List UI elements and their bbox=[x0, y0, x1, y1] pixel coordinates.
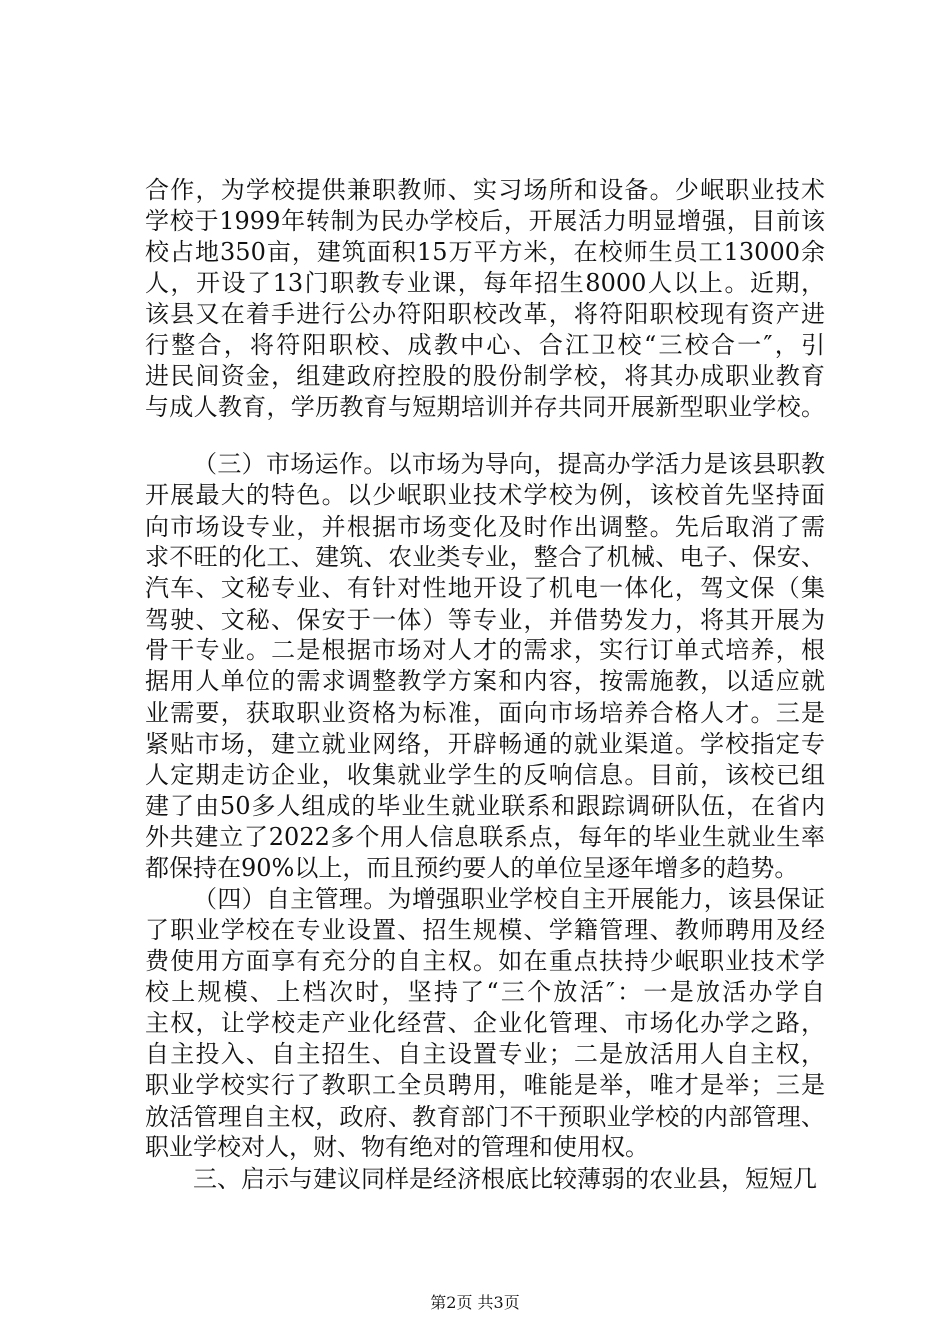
text-line: 紧贴市场，建立就业网络，开辟畅通的就业渠道。学校指定专 bbox=[145, 730, 825, 758]
text-line: 职业学校实行了教职工全员聘用，唯能是举，唯才是举；三是 bbox=[145, 1071, 825, 1099]
text-line: 汽车、文秘专业、有针对性地开设了机电一体化，驾文保（集 bbox=[145, 574, 825, 602]
text-line: 职业学校对人，财、物有绝对的管理和使用权。 bbox=[145, 1133, 649, 1161]
text-line: 校占地350亩，建筑面积15万平方米，在校师生员工13000余 bbox=[145, 238, 825, 266]
text-line: 建了由50多人组成的毕业生就业联系和跟踪调研队伍，在省内 bbox=[145, 792, 825, 820]
paragraph-start-line: 三、启示与建议同样是经济根底比较薄弱的农业县，短短几 bbox=[193, 1165, 817, 1193]
paragraph-start-line: （四）自主管理。为增强职业学校自主开展能力，该县保证 bbox=[193, 885, 825, 913]
text-line: 人定期走访企业，收集就业学生的反响信息。目前，该校已组 bbox=[145, 761, 825, 789]
text-line: 驾驶、文秘、保安于一体）等专业，并借势发力，将其开展为 bbox=[145, 606, 825, 634]
text-line: 自主投入、自主招生、自主设置专业；二是放活用人自主权， bbox=[145, 1040, 825, 1068]
text-line: 合作，为学校提供兼职教师、实习场所和设备。少岷职业技术 bbox=[145, 176, 825, 204]
text-line: 求不旺的化工、建筑、农业类专业，整合了机械、电子、保安、 bbox=[145, 543, 825, 571]
text-line: 主权，让学校走产业化经营、企业化管理、市场化办学之路， bbox=[145, 1009, 825, 1037]
text-line: 向市场设专业，并根据市场变化及时作出调整。先后取消了需 bbox=[145, 513, 825, 541]
paragraph-start-line: （三）市场运作。以市场为导向，提高办学活力是该县职教 bbox=[193, 450, 825, 478]
text-line: 行整合，将符阳职校、成教中心、合江卫校“三校合一″，引 bbox=[145, 331, 825, 359]
text-line: 学校于1999年转制为民办学校后，开展活力明显增强，目前该 bbox=[145, 207, 825, 235]
text-line: 据用人单位的需求调整教学方案和内容，按需施教，以适应就 bbox=[145, 667, 825, 695]
text-line: 外共建立了2022多个用人信息联系点，每年的毕业生就业生率 bbox=[145, 823, 825, 851]
text-line: 开展最大的特色。以少岷职业技术学校为例，该校首先坚持面 bbox=[145, 481, 825, 509]
text-line: 业需要，获取职业资格为标准，面向市场培养合格人才。三是 bbox=[145, 699, 825, 727]
text-line: 人，开设了13门职教专业课，每年招生8000人以上。近期， bbox=[145, 269, 825, 297]
text-line: 该县又在着手进行公办符阳职校改革，将符阳职校现有资产进 bbox=[145, 300, 825, 328]
text-line: 放活管理自主权，政府、教育部门不干预职业学校的内部管理、 bbox=[145, 1103, 825, 1131]
text-line: 了职业学校在专业设置、招生规模、学籍管理、教师聘用及经 bbox=[145, 916, 825, 944]
text-line: 骨干专业。二是根据市场对人才的需求，实行订单式培养，根 bbox=[145, 636, 825, 664]
text-line: 校上规模、上档次时，坚持了“三个放活″：一是放活办学自 bbox=[145, 978, 825, 1006]
text-line: 都保持在90%以上，而且预约要人的单位呈逐年增多的趋势。 bbox=[145, 854, 799, 882]
text-line: 费使用方面享有充分的自主权。如在重点扶持少岷职业技术学 bbox=[145, 947, 825, 975]
text-line: 进民间资金，组建政府控股的股份制学校，将其办成职业教育 bbox=[145, 362, 825, 390]
text-line: 与成人教育，学历教育与短期培训并存共同开展新型职业学校。 bbox=[145, 393, 825, 421]
page-number-footer: 第2页 共3页 bbox=[430, 1293, 520, 1312]
